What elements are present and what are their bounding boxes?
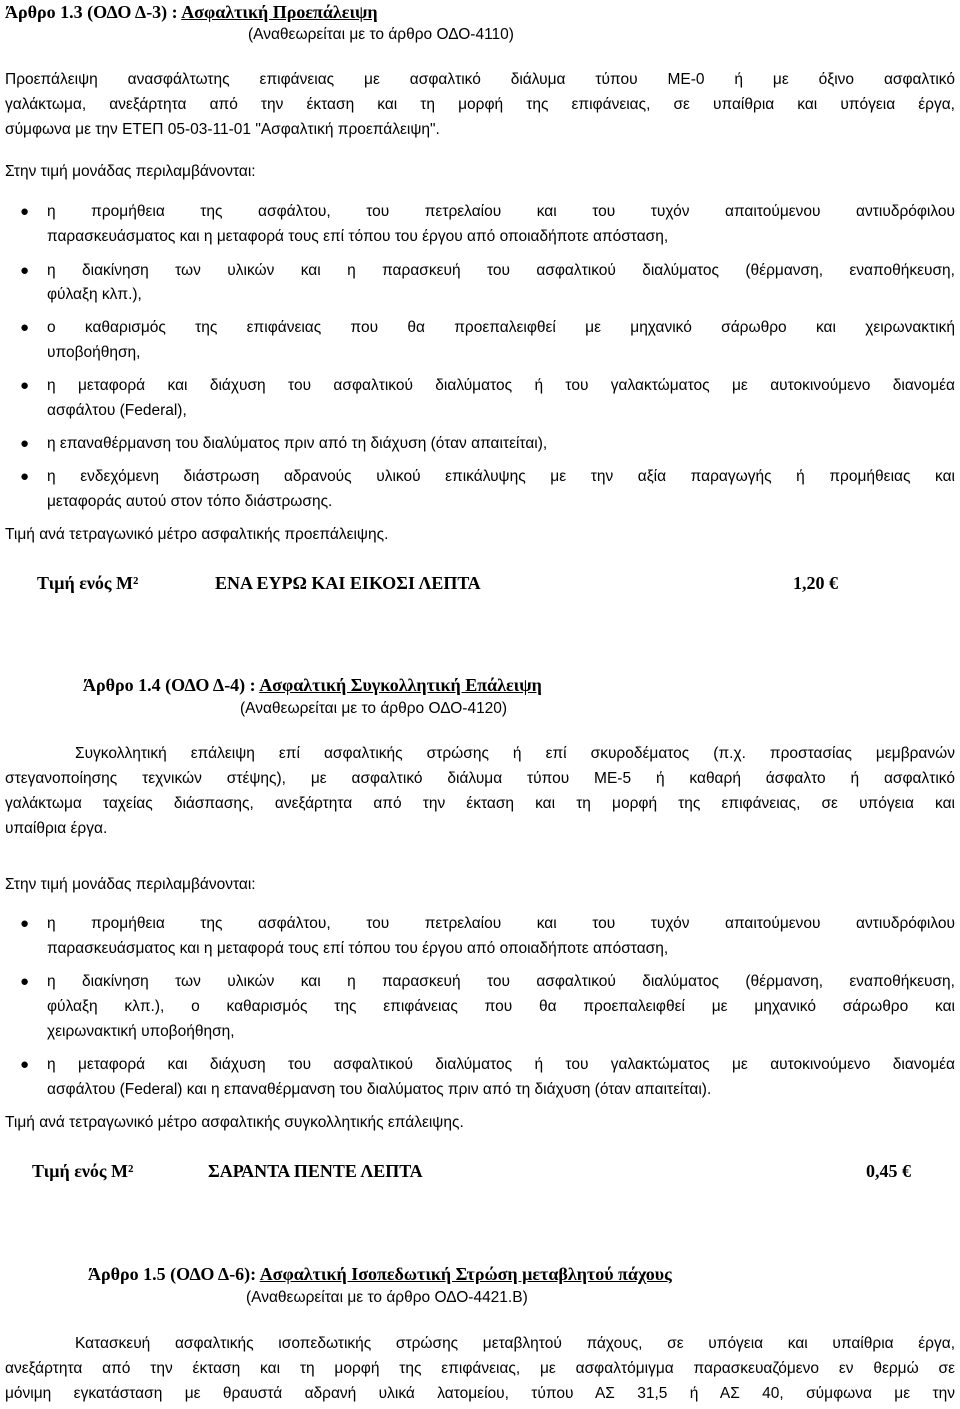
- article-1-4-price-row: [0, 1162, 960, 1184]
- article-1-5-ref: (Αναθεωρείται με το άρθρο ΟΔΟ-4421.Β): [246, 1289, 528, 1306]
- article-1-3-bullet-line: υποβοήθηση,: [47, 344, 141, 361]
- article-1-3-bullet-line: η προμήθεια της ασφάλτου, του πετρελαίου και του τυχόν απαιτούμενου αντιυδρόφιλου: [47, 203, 955, 220]
- article-1-3-bullet-line: ασφάλτου (Federal),: [47, 402, 187, 419]
- price-label: Τιμή ενός Μ²: [37, 573, 139, 593]
- article-1-5-heading-prefix: Άρθρο 1.5 (ΟΔΟ Δ-6):: [88, 1264, 260, 1284]
- article-1-3-desc-line: σύμφωνα με την ΕΤΕΠ 05-03-11-01 "Ασφαλτική προεπάλειψη".: [5, 121, 440, 138]
- article-1-3-unit-note: Τιμή ανά τετραγωνικό μέτρο ασφαλτικής προεπάλειψης.: [5, 526, 389, 543]
- article-1-4-bullet-line: η προμήθεια της ασφάλτου, του πετρελαίου και του τυχόν απαιτούμενου αντιυδρόφιλου: [47, 915, 955, 932]
- bullet-icon: ●: [20, 1056, 30, 1073]
- article-1-3-bullet-line: ο καθαρισμός της επιφάνειας που θα προεπαλειφθεί με μηχανικό σάρωθρο και χειρωνακτική: [47, 319, 955, 336]
- article-1-3-heading-title: Ασφαλτική Προεπάλειψη: [181, 2, 378, 22]
- article-1-3-bullet-line: παρασκευάσματος και η μεταφορά τους επί τόπου του έργου από οποιαδήποτε απόσταση,: [47, 228, 669, 245]
- article-1-4-bullet-line: χειρωνακτική υποβοήθηση,: [47, 1023, 235, 1040]
- bullet-icon: ●: [20, 203, 30, 220]
- article-1-3-bullet-line: η διακίνηση των υλικών και η παρασκευή του ασφαλτικού διαλύματος (θέρμανση, εναποθήκευση,: [47, 262, 955, 279]
- article-1-4-ref: (Αναθεωρείται με το άρθρο ΟΔΟ-4120): [240, 700, 508, 717]
- bullet-icon: ●: [20, 435, 30, 452]
- article-1-5-heading-title: Ασφαλτική Ισοπεδωτική Στρώση μεταβλητού πάχους: [259, 1264, 672, 1284]
- article-1-3-desc-line: Προεπάλειψη ανασφάλτωτης επιφάνειας με ασφαλτικό διάλυμα τύπου ΜΕ-0 ή με όξινο ασφαλτικό: [5, 71, 955, 88]
- bullet-icon: ●: [20, 262, 30, 279]
- article-1-3-price-row: [0, 574, 960, 596]
- article-1-4-includes-label: Στην τιμή μονάδας περιλαμβάνονται:: [5, 876, 256, 893]
- article-1-3-ref: (Αναθεωρείται με το άρθρο ΟΔΟ-4110): [248, 26, 514, 43]
- article-1-5-desc-line: Κατασκευή ασφαλτικής ισοπεδωτικής στρώσης μεταβλητού πάχους, σε υπόγεια και υπαίθρια έργα,: [75, 1335, 955, 1352]
- price-words: ΣΑΡΑΝΤΑ ΠΕΝΤΕ ΛΕΠΤΑ: [208, 1161, 423, 1181]
- article-1-3-heading: [5, 3, 378, 21]
- article-1-4-bullet-line: η μεταφορά και διάχυση του ασφαλτικού διαλύματος ή του γαλακτώματος με αυτοκινούμενο διανομέα: [47, 1056, 955, 1073]
- bullet-icon: ●: [20, 915, 30, 932]
- article-1-3-heading-prefix: Άρθρο 1.3 (ΟΔΟ Δ-3) :: [5, 2, 182, 22]
- bullet-icon: ●: [20, 973, 30, 990]
- article-1-4-bullet-line: φύλαξη κλπ.), ο καθαρισμός της επιφάνειας που θα προεπαλειφθεί με μηχανικό σάρωθρο και: [47, 998, 955, 1015]
- article-1-3-bullet-line: φύλαξη κλπ.),: [47, 286, 142, 303]
- article-1-3-bullet-line: η μεταφορά και διάχυση του ασφαλτικού διαλύματος ή του γαλακτώματος με αυτοκινούμενο διανομέα: [47, 377, 955, 394]
- article-1-4-heading-prefix: Άρθρο 1.4 (ΟΔΟ Δ-4) :: [83, 675, 260, 695]
- article-1-4-heading-title: Ασφαλτική Συγκολλητική Επάλειψη: [259, 675, 542, 695]
- article-1-3-includes-label: Στην τιμή μονάδας περιλαμβάνονται:: [5, 163, 256, 180]
- price-words: ΕΝΑ ΕΥΡΩ ΚΑΙ ΕΙΚΟΣΙ ΛΕΠΤΑ: [215, 573, 481, 593]
- article-1-5-desc-line: ανεξάρτητα από την έκταση και τη μορφή της επιφάνειας, με ασφαλτόμιγμα παρασκευαζόμενο εν θερμώ σε: [5, 1360, 955, 1377]
- article-1-4-bullet-line: παρασκευάσματος και η μεταφορά τους επί τόπου του έργου από οποιαδήποτε απόσταση,: [47, 940, 669, 957]
- article-1-4-desc-line: Συγκολλητική επάλειψη επί ασφαλτικής στρώσης ή επί σκυροδέματος (π.χ. προστασίας μεμβρανών: [75, 745, 955, 762]
- article-1-4-bullet-line: ασφάλτου (Federal) και η επαναθέρμανση του διαλύματος πριν από τη διάχυση (όταν απαιτείται).: [47, 1081, 712, 1098]
- article-1-4-bullet-line: η διακίνηση των υλικών και η παρασκευή του ασφαλτικού διαλύματος (θέρμανση, εναποθήκευση,: [47, 973, 955, 990]
- price-value: 1,20 €: [793, 573, 838, 593]
- article-1-3-bullet-line: η ενδεχόμενη διάστρωση αδρανούς υλικού επικάλυψης με την αξία παραγωγής ή προμήθειας και: [47, 468, 955, 485]
- article-1-3-bullet-line: μεταφοράς αυτού στον τόπο διάστρωσης.: [47, 493, 333, 510]
- article-1-4-desc-line: γαλάκτωμα ταχείας διάσπασης, ανεξάρτητα από την έκταση και τη μορφή της επιφάνειας, σε υπόγεια και: [5, 795, 955, 812]
- price-label: Τιμή ενός Μ²: [32, 1161, 134, 1181]
- article-1-4-desc-line: υπαίθρια έργα.: [5, 820, 108, 837]
- price-value: 0,45 €: [866, 1161, 911, 1181]
- bullet-icon: ●: [20, 468, 30, 485]
- article-1-5-desc-line: μόνιμη εγκατάσταση με θραυστά αδρανή υλικά λατομείου, τύπου ΑΣ 31,5 ή ΑΣ 40, σύμφωνα με την: [5, 1385, 955, 1402]
- bullet-icon: ●: [20, 319, 30, 336]
- bullet-icon: ●: [20, 377, 30, 394]
- article-1-5-heading: [88, 1265, 672, 1283]
- article-1-3-bullet-line: η επαναθέρμανση του διαλύματος πριν από τη διάχυση (όταν απαιτείται),: [47, 435, 548, 452]
- article-1-3-desc-line: γαλάκτωμα, ανεξάρτητα από την έκταση και τη μορφή της επιφάνειας, σε υπαίθρια και υπόγεια έργα,: [5, 96, 955, 113]
- article-1-4-desc-line: στεγανοποίησης τεχνικών στέψης), με ασφαλτικό διάλυμα τύπου ΜΕ-5 ή καθαρή άσφαλτο ή ασφαλτικό: [5, 770, 955, 787]
- article-1-4-unit-note: Τιμή ανά τετραγωνικό μέτρο ασφαλτικής συγκολλητικής επάλειψης.: [5, 1114, 464, 1131]
- article-1-4-heading: [83, 676, 542, 694]
